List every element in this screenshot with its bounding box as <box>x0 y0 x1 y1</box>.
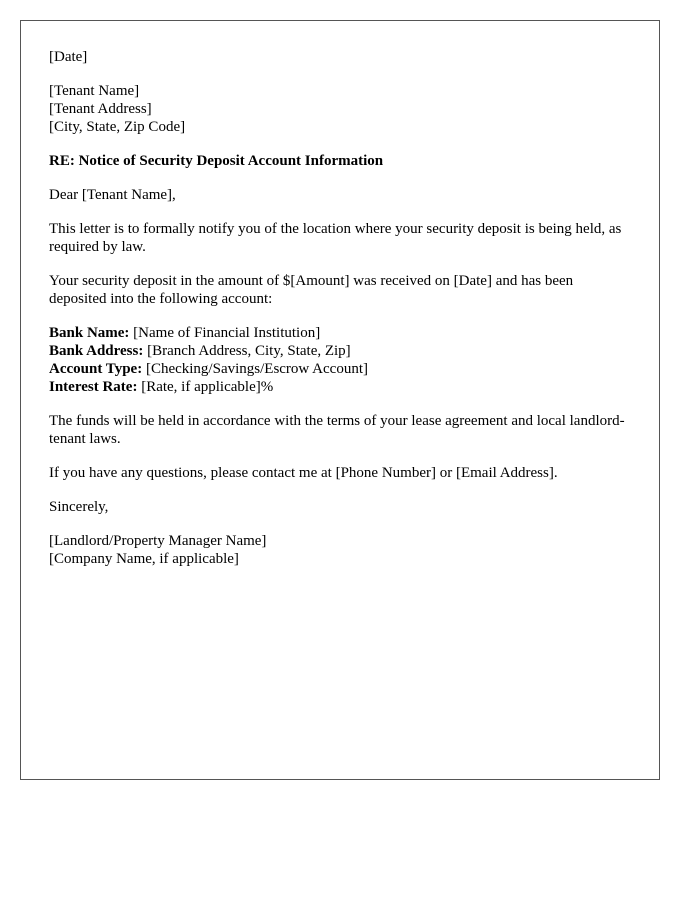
paragraph-text: This letter is to formally notify you of the location where your security deposit is being held, as required by law. <box>49 221 622 255</box>
bank-name-value: [Name of Financial Institution] <box>129 325 321 341</box>
bank-name-label: Bank Name: <box>49 325 130 341</box>
letter-closing <box>49 498 629 516</box>
interest-rate-label: Interest Rate: <box>49 379 138 395</box>
paragraph-text: If you have any questions, please contact me at [Phone Number] or [Email Address]. <box>49 465 558 481</box>
deposit-paragraph <box>49 272 629 308</box>
account-type-row <box>49 360 629 378</box>
bank-address-value: [Branch Address, City, State, Zip] <box>143 343 351 359</box>
letter-date <box>49 48 629 66</box>
funds-paragraph <box>49 412 629 448</box>
contact-paragraph <box>49 464 629 482</box>
paragraph-text: Your security deposit in the amount of $[Amount] was received on [Date] and has been deposited into the following account: <box>49 273 574 307</box>
letter-subject <box>49 152 629 170</box>
bank-address-row <box>49 342 629 360</box>
recipient-name: [Tenant Name] <box>49 83 140 99</box>
recipient-city-state-zip: [City, State, Zip Code] <box>49 119 186 135</box>
subject-text: RE: Notice of Security Deposit Account Information <box>49 153 384 169</box>
signatory-company: [Company Name, if applicable] <box>49 551 239 567</box>
bank-address-label: Bank Address: <box>49 343 144 359</box>
account-type-value: [Checking/Savings/Escrow Account] <box>142 361 368 377</box>
salutation-text: Dear [Tenant Name], <box>49 187 176 203</box>
recipient-address-block <box>49 82 629 136</box>
closing-text: Sincerely, <box>49 499 109 515</box>
interest-rate-value: [Rate, if applicable]% <box>137 379 274 395</box>
account-type-label: Account Type: <box>49 361 143 377</box>
paragraph-text: The funds will be held in accordance with the terms of your lease agreement and local landlord-tenant laws. <box>49 413 625 447</box>
bank-name-row <box>49 324 629 342</box>
letter-body <box>49 48 629 584</box>
interest-rate-row <box>49 378 629 396</box>
date-text: [Date] <box>49 49 88 65</box>
signatory-name: [Landlord/Property Manager Name] <box>49 533 267 549</box>
account-details <box>49 324 629 396</box>
notice-paragraph <box>49 220 629 256</box>
signature-block <box>49 532 629 568</box>
letter-salutation <box>49 186 629 204</box>
recipient-address: [Tenant Address] <box>49 101 152 117</box>
